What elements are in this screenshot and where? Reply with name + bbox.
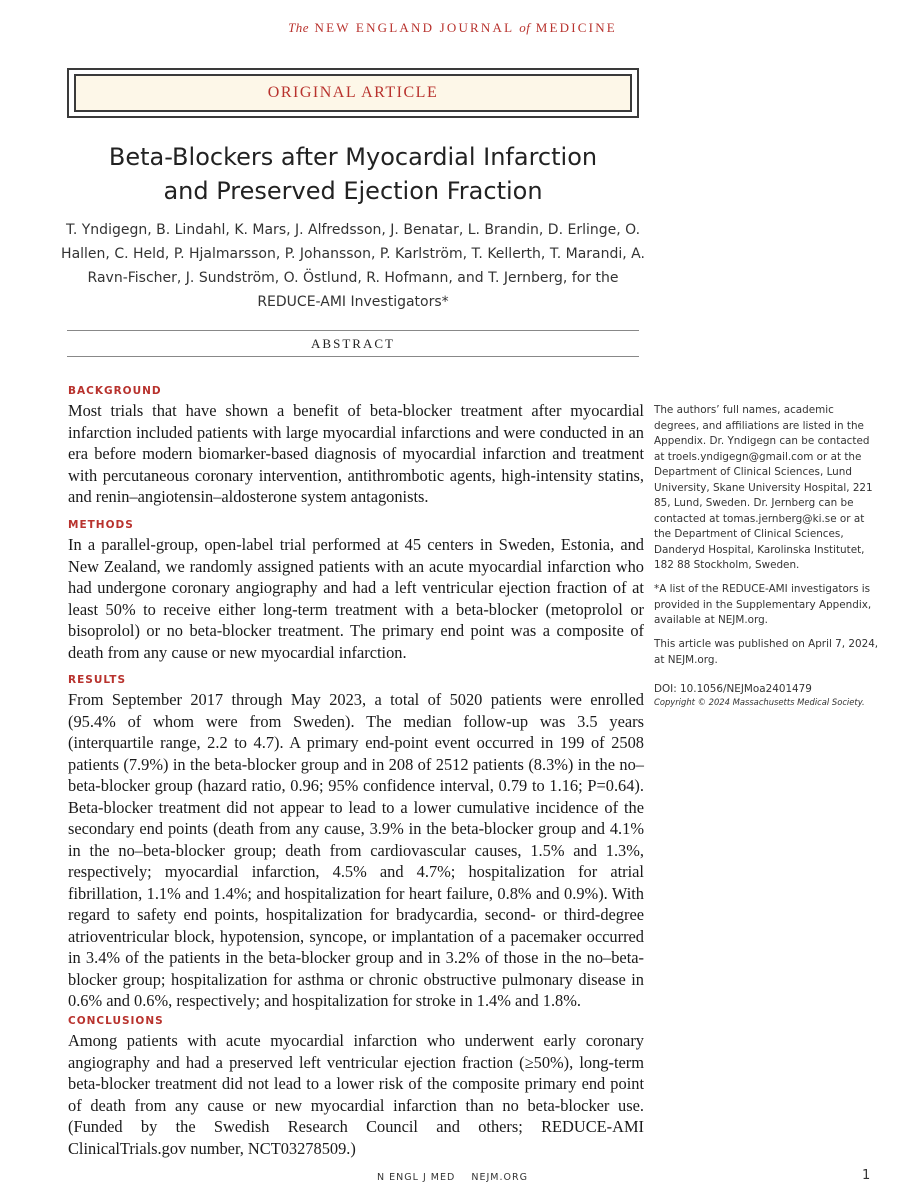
conclusions-section — [68, 1012, 644, 1159]
masthead-the: The — [288, 20, 310, 35]
methods-heading: METHODS — [68, 519, 134, 531]
conclusions-heading: CONCLUSIONS — [68, 1015, 164, 1027]
background-section — [68, 382, 644, 508]
author-affiliations — [654, 403, 882, 574]
copyright-notice: Copyright © 2024 Massachusetts Medical Society. — [654, 697, 865, 707]
affiliations-text: The authors’ full names, academic degrees, and affiliations are listed in the Appendix. Dr. Yndigegn can be contacted at troels.yndigegn@gmail.com or at the Department of Clinical Sciences, Lund University, Skane University Hospital, 221 85, Lund, Sweden. Dr. Jernberg can be contacted at tomas.jernberg@ki.se or at the Department of Clinical Sciences, Danderyd Hospital, Karolinska Institutet, 182 88 Stockholm, Sweden. — [654, 404, 873, 571]
doi-link[interactable]: DOI: 10.1056/NEJMoa2401479 — [654, 683, 812, 695]
footer-journal-line: N ENGL J MED NEJM.ORG — [377, 1172, 528, 1183]
conclusions-text: Among patients with acute myocardial infarction who underwent early coronary angiography and had a preserved left ventricular ejection fraction (≥50%), long-term beta-blocker treatment did not lead to a lower risk of the composite primary end point of death from any cause or new myocardial infarction than no beta-blocker use. (Funded by the Swedish Research Council and others; REDUCE-AMI ClinicalTrials.gov number, NCT03278509.) — [68, 1031, 644, 1158]
methods-section — [68, 516, 644, 663]
title-line-1: Beta-Blockers after Myocardial Infarction — [108, 143, 598, 171]
results-section — [68, 671, 644, 1012]
article-type-banner — [67, 68, 639, 118]
abstract-header — [67, 330, 639, 357]
background-text: Most trials that have shown a benefit of beta-blocker treatment after myocardial infarction included patients with large myocardial infarctions and were conducted in an era before modern biomarker-based diagnosis of myocardial infarction and treatment with percutaneous coronary intervention, antithrombotic agents, high-intensity statins, and renin–angiotensin–aldosterone system antagonists. — [68, 401, 644, 506]
title-line-2: and Preserved Ejection Fraction — [163, 177, 543, 205]
article-type-label: ORIGINAL ARTICLE — [267, 84, 439, 101]
results-heading: RESULTS — [68, 674, 127, 686]
investigators-note-text: *A list of the REDUCE-AMI investigators is provided in the Supplementary Appendix, available at NEJM.org. — [654, 583, 872, 626]
abstract-label: ABSTRACT — [311, 335, 395, 351]
journal-masthead — [0, 20, 905, 36]
page-number: 1 — [862, 1168, 871, 1183]
article-title — [40, 140, 666, 208]
masthead-of: of — [519, 20, 531, 35]
investigators-note — [654, 582, 882, 629]
methods-text: In a parallel-group, open-label trial performed at 45 centers in Sweden, Estonia, and New Zealand, we randomly assigned patients with an acute myocardial infarction who had undergone coronary angiography and had a left ventricular ejection fraction of at least 50% to receive either long-term treatment with a beta-blocker (metoprolol or bisoprolol) or no beta-blocker treatment. The primary end point was a composite of death from any cause or new myocardial infarction. — [68, 535, 644, 662]
author-list: T. Yndigegn, B. Lindahl, K. Mars, J. Alfredsson, J. Benatar, L. Brandin, D. Erlinge, O. Hallen, C. Held, P. Hjalmarsson, P. Johansson, P. Karlström, T. Kellerth, T. Marandi, A. Ravn-Fischer, J. Sundström, O. Östlund, R. Hofmann, and T. Jernberg, for the REDUCE-AMI Investigators* — [61, 222, 645, 310]
masthead-name-a: NEW ENGLAND JOURNAL — [314, 20, 514, 35]
background-heading: BACKGROUND — [68, 385, 162, 397]
banner-inner-frame — [74, 74, 632, 112]
results-text: From September 2017 through May 2023, a total of 5020 patients were enrolled (95.4% of whom were from Sweden). The median follow-up was 3.5 years (interquartile range, 2.2 to 4.7). A primary end-point event occurred in 199 of 2508 patients (7.9%) in the beta-blocker group and in 208 of 2512 patients (8.3%) in the no–beta-blocker group (hazard ratio, 0.96; 95% confidence interval, 0.79 to 1.16; P=0.64). Beta-blocker treatment did not appear to lead to a lower cumulative incidence of the secondary end points (death from any cause, 3.9% in the beta-blocker group and 4.1% in the no–beta-blocker group; death from cardiovascular causes, 1.5% and 1.3%, respectively; myocardial infarction, 4.5% and 4.7%; hospitalization for atrial fibrillation, 1.1% and 1.4%; and hospitalization for heart failure, 0.8% and 0.9%). With regard to safety end points, hospitalization for bradycardia, second- or third-degree atrioventricular block, hypotension, syncope, or implantation of a pacemaker occurred in 3.4% of the patients in the beta-blocker group and in 3.2% of those in the no–beta-blocker group; hospitalization for asthma or chronic obstructive pulmonary disease in 0.6% and 0.6%, respectively; and hospitalization for stroke in 1.4% and 1.8%. — [68, 690, 644, 1010]
publication-note — [654, 637, 882, 668]
masthead-name-b: MEDICINE — [535, 20, 617, 35]
published-text: This article was published on April 7, 2024, at NEJM.org. — [654, 638, 879, 666]
